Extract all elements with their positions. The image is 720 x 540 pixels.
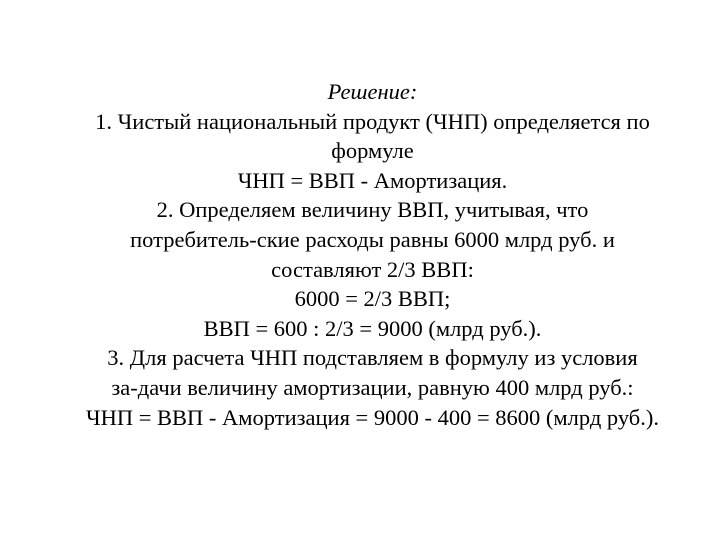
- text-line: потребитель-ские расходы равны 6000 млрд руб. и: [130, 226, 615, 252]
- text-line: за-дачи величину амортизации, равную 400 млрд руб.:: [111, 374, 634, 400]
- text-line: формуле: [331, 138, 414, 164]
- formula-line: ЧНП = ВВП - Амортизация.: [237, 167, 508, 193]
- text-line: 2. Определяем величину ВВП, учитывая, что: [156, 197, 589, 223]
- text-line: 1. Чистый национальный продукт (ЧНП) определяется по: [95, 108, 650, 134]
- formula-line: ВВП = 600 : 2/3 = 9000 (млрд руб.).: [203, 315, 542, 341]
- formula-line: ЧНП = ВВП - Амортизация = 9000 - 400 = 8600 (млрд руб.).: [85, 404, 659, 430]
- text-line: составляют 2/3 ВВП:: [271, 256, 474, 282]
- formula-line: 6000 = 2/3 ВВП;: [294, 286, 451, 312]
- solution-text: [0, 77, 720, 432]
- solution-heading: Решение:: [327, 79, 418, 104]
- text-line: 3. Для расчета ЧНП подставляем в формулу из условия: [107, 345, 638, 371]
